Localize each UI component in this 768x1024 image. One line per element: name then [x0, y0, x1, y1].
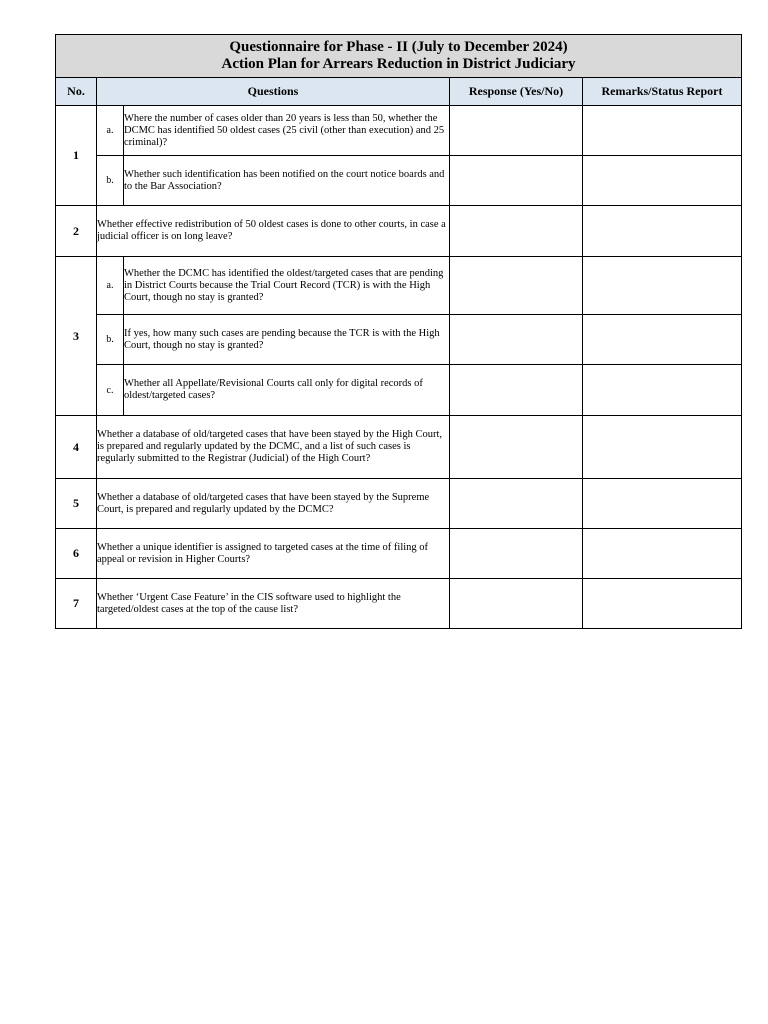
row-number: 4	[56, 416, 97, 479]
header-questions: Questions	[97, 78, 450, 106]
remarks-cell[interactable]	[583, 479, 742, 529]
question-text: Whether a database of old/targeted cases that have been stayed by the High Court, is prepared and regularly updated by the DCMC, and a list of such cases is regularly submitted to the Registrar (Judicial) of the High Court?	[97, 416, 450, 479]
title-line-2: Action Plan for Arrears Reduction in District Judiciary	[221, 56, 576, 72]
remarks-cell[interactable]	[583, 416, 742, 479]
row-number: 6	[56, 529, 97, 579]
remarks-cell[interactable]	[583, 206, 742, 257]
table-row	[56, 416, 742, 479]
question-text: Whether effective redistribution of 50 oldest cases is done to other courts, in case a judicial officer is on long leave?	[97, 206, 450, 257]
row-number: 7	[56, 579, 97, 629]
sub-label: b.	[97, 156, 124, 206]
table-row	[56, 315, 742, 365]
questionnaire-table	[55, 34, 742, 629]
response-cell[interactable]	[450, 579, 583, 629]
response-cell[interactable]	[450, 479, 583, 529]
row-number: 5	[56, 479, 97, 529]
question-text: Whether a database of old/targeted cases that have been stayed by the Supreme Court, is prepared and regularly updated by the DCMC?	[97, 479, 450, 529]
remarks-cell[interactable]	[583, 156, 742, 206]
question-text: Whether all Appellate/Revisional Courts call only for digital records of oldest/targeted cases?	[124, 365, 450, 416]
table-row	[56, 106, 742, 156]
question-text: Whether the DCMC has identified the oldest/targeted cases that are pending in District Courts because the Trial Court Record (TCR) is with the High Court, though no stay is granted?	[124, 257, 450, 315]
header-remarks: Remarks/Status Report	[583, 78, 742, 106]
table-row	[56, 579, 742, 629]
remarks-cell[interactable]	[583, 106, 742, 156]
header-no: No.	[56, 78, 97, 106]
document-title	[56, 35, 742, 78]
response-cell[interactable]	[450, 365, 583, 416]
table-row	[56, 257, 742, 315]
row-number: 3	[56, 257, 97, 416]
sub-label: a.	[97, 106, 124, 156]
question-text: Whether a unique identifier is assigned to targeted cases at the time of filing of appeal or revision in Higher Courts?	[97, 529, 450, 579]
remarks-cell[interactable]	[583, 257, 742, 315]
response-cell[interactable]	[450, 416, 583, 479]
header-response: Response (Yes/No)	[450, 78, 583, 106]
question-text: Whether such identification has been notified on the court notice boards and to the Bar Association?	[124, 156, 450, 206]
remarks-cell[interactable]	[583, 315, 742, 365]
question-text: Whether ‘Urgent Case Feature’ in the CIS software used to highlight the targeted/oldest cases at the top of the cause list?	[97, 579, 450, 629]
response-cell[interactable]	[450, 257, 583, 315]
table-row	[56, 365, 742, 416]
response-cell[interactable]	[450, 315, 583, 365]
response-cell[interactable]	[450, 529, 583, 579]
table-row	[56, 529, 742, 579]
remarks-cell[interactable]	[583, 529, 742, 579]
row-number: 2	[56, 206, 97, 257]
response-cell[interactable]	[450, 106, 583, 156]
table-row	[56, 206, 742, 257]
row-number: 1	[56, 106, 97, 206]
question-text: Where the number of cases older than 20 years is less than 50, whether the DCMC has identified 50 oldest cases (25 civil (other than execution) and 25 criminal)?	[124, 106, 450, 156]
table-row	[56, 156, 742, 206]
remarks-cell[interactable]	[583, 579, 742, 629]
response-cell[interactable]	[450, 156, 583, 206]
question-text: If yes, how many such cases are pending because the TCR is with the High Court, though no stay is granted?	[124, 315, 450, 365]
response-cell[interactable]	[450, 206, 583, 257]
title-line-1: Questionnaire for Phase - II (July to December 2024)	[229, 39, 568, 55]
sub-label: a.	[97, 257, 124, 315]
remarks-cell[interactable]	[583, 365, 742, 416]
table-row	[56, 479, 742, 529]
sub-label: c.	[97, 365, 124, 416]
sub-label: b.	[97, 315, 124, 365]
